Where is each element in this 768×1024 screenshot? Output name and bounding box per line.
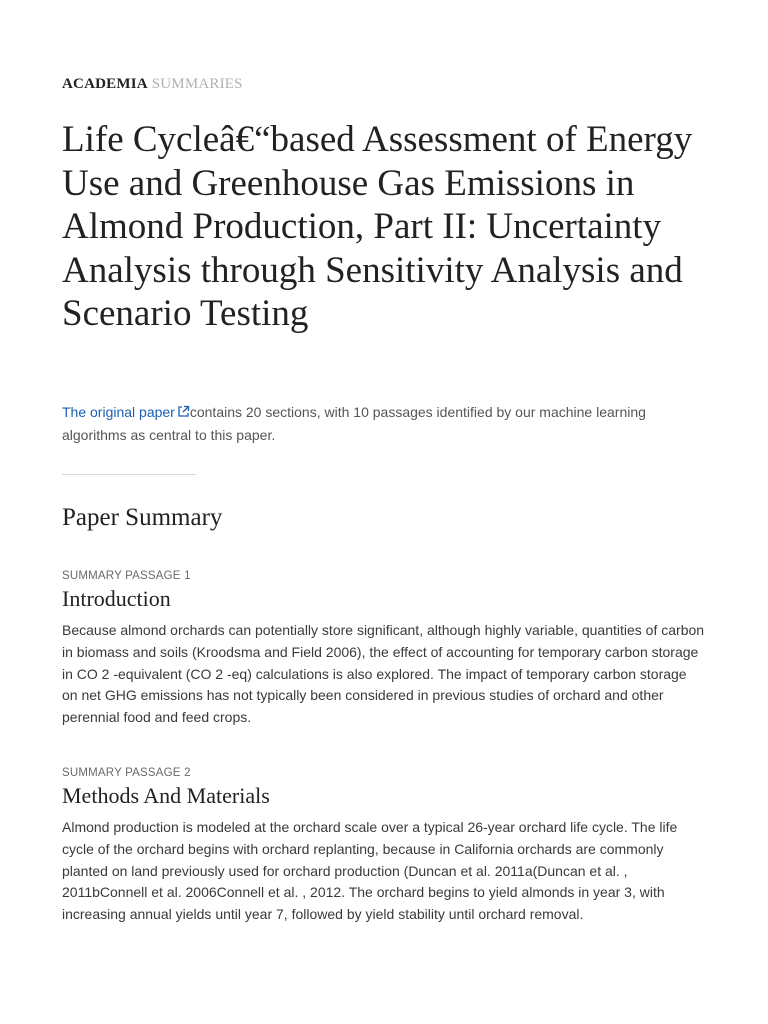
original-paper-link-label: The original paper (62, 404, 175, 420)
original-paper-link[interactable] (62, 404, 190, 420)
passage-body: Almond production is modeled at the orchard scale over a typical 26-year orchard life cycle. The life cycle of the orchard begins with orchard replanting, because in California orchards are commonly planted on land previously used for orchard production (Duncan et al. 2011a(Duncan et al. , 2011bConnell et al. 2006Connell et al. , 2012. The orchard begins to yield almonds in year 3, with increasing annual yields until year 7, followed by yield stability until orchard removal. (62, 819, 678, 923)
brand-logo[interactable] (62, 76, 243, 93)
passage-body: Because almond orchards can potentially store significant, although highly variable, quantities of carbon in biomass and soils (Kroodsma and Field 2006), the effect of accounting for temporary carbon storage in CO 2 -equivalent (CO 2 -eq) calculations is also explored. The impact of temporary carbon storage on net GHG emissions has not typically been considered in previous studies of orchard and other perennial food and feed crops. (62, 622, 705, 726)
intro-text (62, 401, 706, 446)
paper-title: Life Cycleâ€“based Assessment of Energy Use and Greenhouse Gas Emissions in Almond Production, Part II: Uncertainty Analysis through Sensitivity Analysis and Scenario Testing (62, 119, 693, 334)
external-link-icon (177, 402, 190, 424)
passage-kicker: SUMMARY PASSAGE 2 (62, 767, 191, 779)
passage-heading: Introduction (62, 586, 171, 611)
intro-description: contains 20 sections, with 10 passages identified by our machine learning algorithms as central to this paper. (62, 404, 646, 443)
passage-kicker: SUMMARY PASSAGE 1 (62, 570, 191, 582)
divider (62, 474, 196, 475)
passage-heading: Methods And Materials (62, 783, 270, 808)
brand-secondary: SUMMARIES (151, 76, 243, 92)
brand-primary: ACADEMIA (62, 76, 148, 92)
summary-passage-2 (62, 767, 706, 926)
summary-passage-1 (62, 570, 706, 729)
section-heading: Paper Summary (62, 504, 223, 531)
